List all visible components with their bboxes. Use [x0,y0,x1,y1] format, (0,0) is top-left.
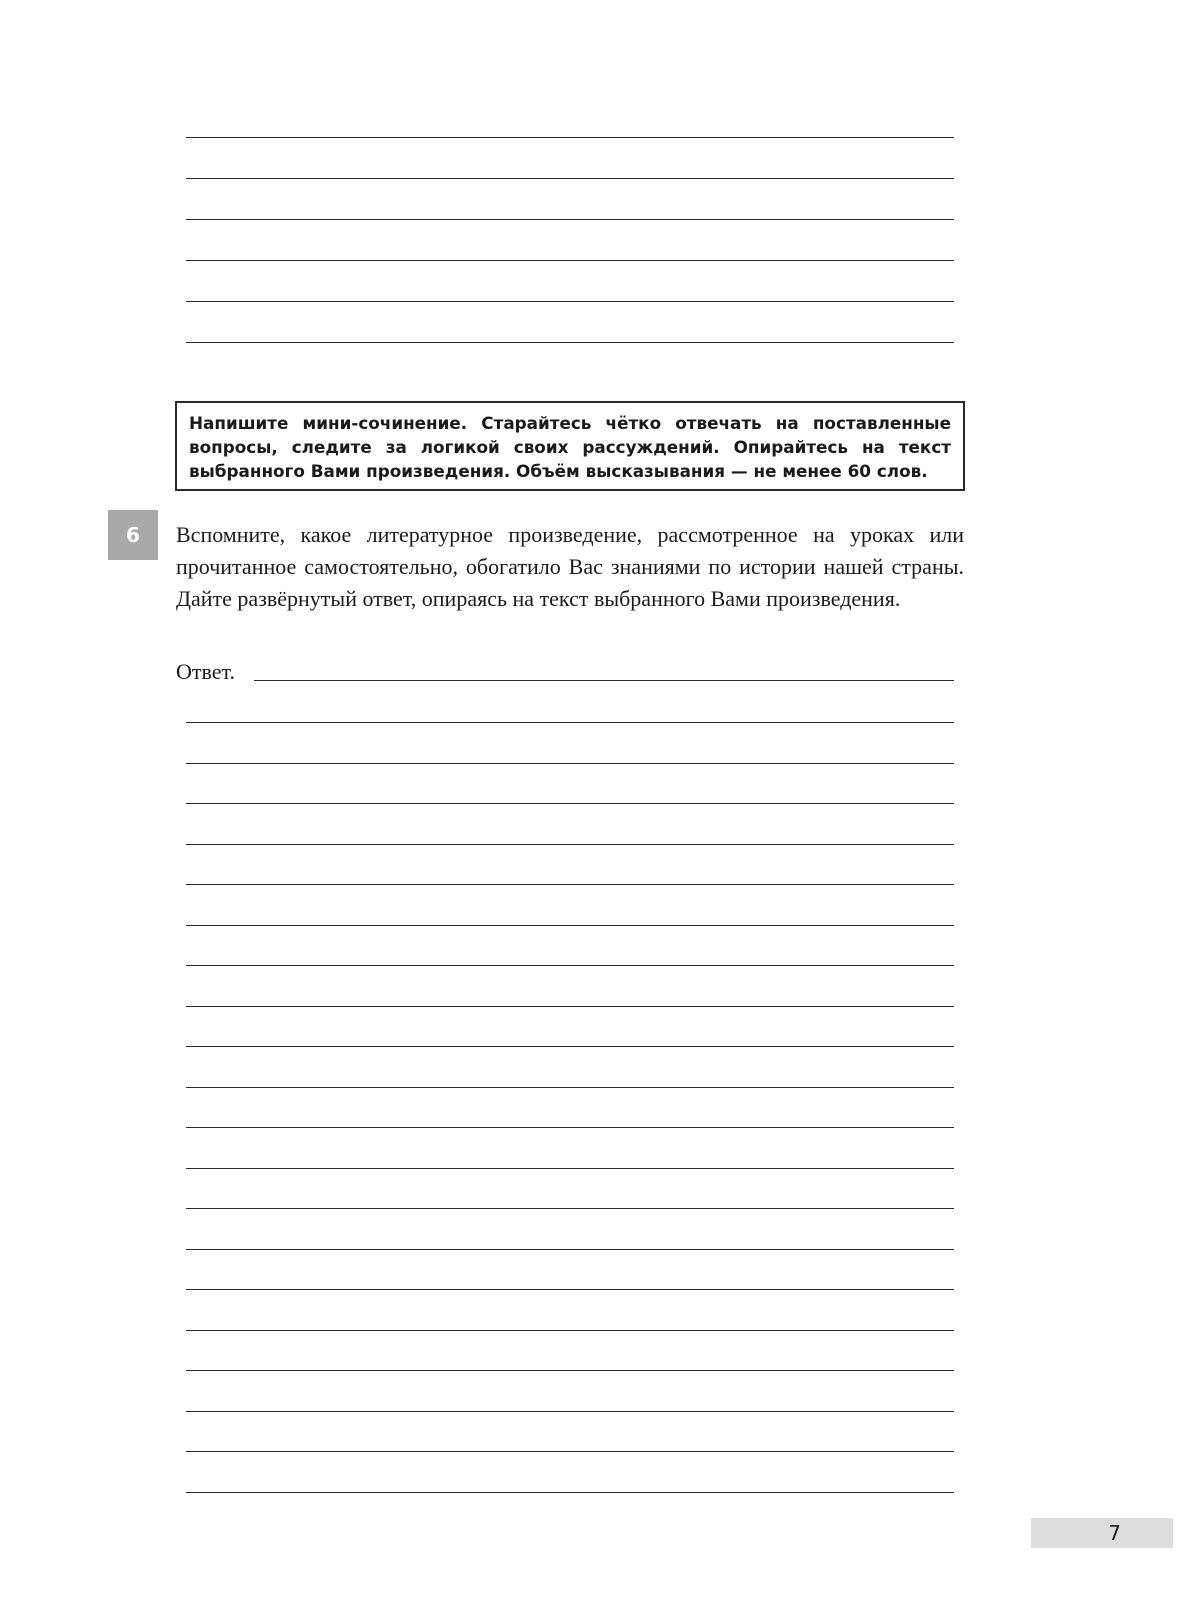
answer-line[interactable] [186,1492,954,1493]
answer-line[interactable] [186,1289,954,1290]
answer-line[interactable] [186,1411,954,1412]
answer-line[interactable] [186,1006,954,1007]
task-number-badge [108,510,158,560]
answer-line[interactable] [186,965,954,966]
answer-line[interactable] [186,1168,954,1169]
answer-line[interactable] [186,1127,954,1128]
answer-line[interactable] [186,803,954,804]
answer-line[interactable] [186,844,954,845]
answer-line[interactable] [186,342,954,343]
answer-line[interactable] [186,260,954,261]
instruction-text: Напишите мини-сочинение. Старайтесь чётко отвечать на поставленные вопросы, следите за логикой своих рассуждений. Опирайтесь на текст выбранного Вами произведения. Объём высказывания — не менее 60 слов. [189,413,951,481]
answer-line[interactable] [186,1370,954,1371]
answer-line[interactable] [186,1208,954,1209]
answer-line[interactable] [186,884,954,885]
answer-line[interactable] [186,925,954,926]
answer-line[interactable] [186,722,954,723]
answer-line[interactable] [186,1087,954,1088]
answer-line[interactable] [186,763,954,764]
answer-line-first[interactable] [254,680,954,681]
answer-line[interactable] [186,1046,954,1047]
answer-line[interactable] [186,301,954,302]
answer-line[interactable] [186,178,954,179]
page-number-box [1031,1518,1173,1548]
answer-line[interactable] [186,1249,954,1250]
answer-label: Ответ. [176,659,235,684]
page-number: 7 [1108,1521,1121,1545]
task-number: 6 [126,523,140,547]
instruction-box [175,401,965,491]
answer-line[interactable] [186,219,954,220]
answer-line[interactable] [186,1451,954,1452]
answer-line[interactable] [186,137,954,138]
answer-line[interactable] [186,1330,954,1331]
question-text: Вспомните, какое литературное произведение, рассмотренное на уроках или прочитанное самостоятельно, обогатило Вас знаниями по истории нашей страны. Дайте развёрнутый ответ, опираясь на текст выбранного Вами произведения. [176,522,964,611]
